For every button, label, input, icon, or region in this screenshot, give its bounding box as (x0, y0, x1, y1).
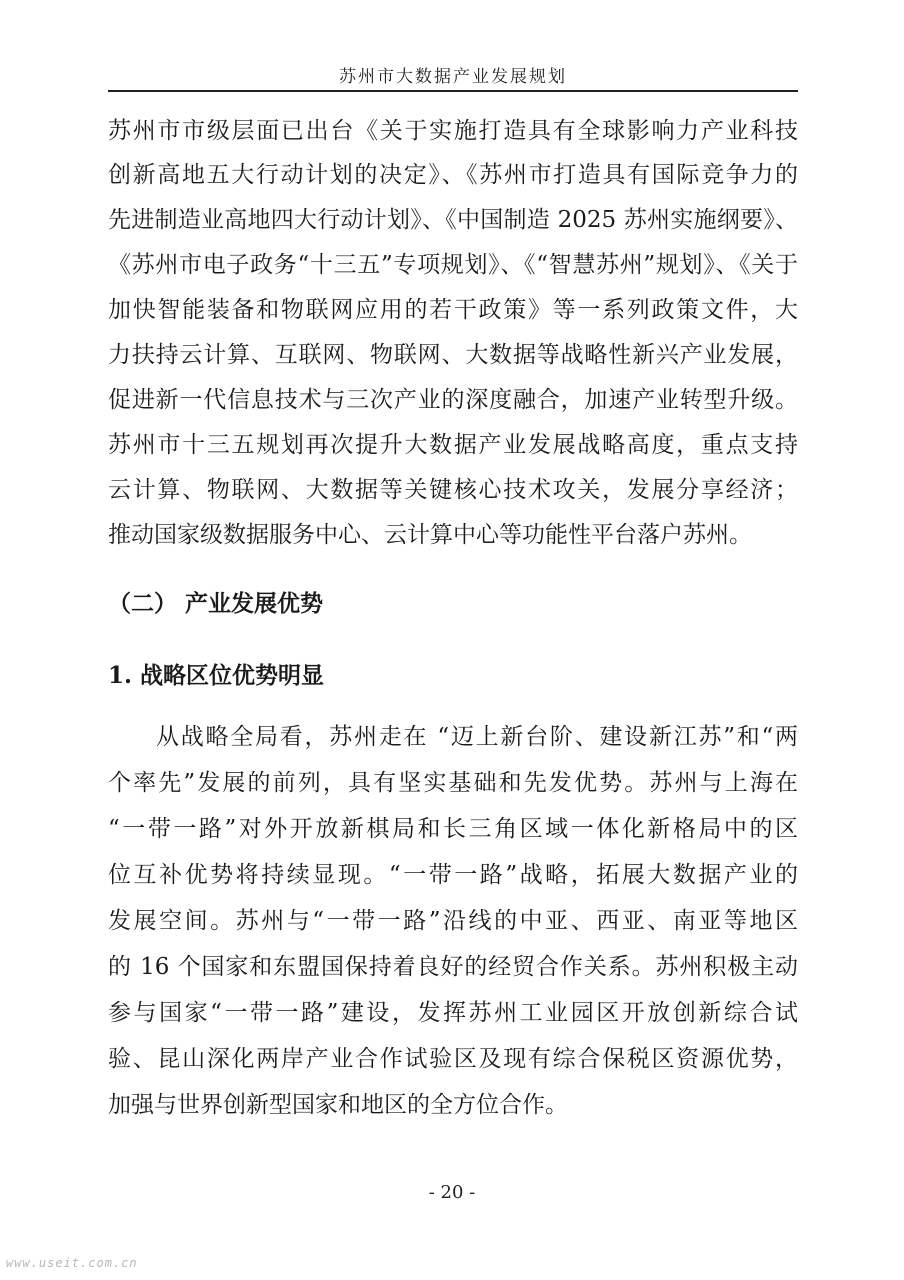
text-line: 力扶持云计算、互联网、物联网、大数据等战略性新兴产业发展， (108, 342, 798, 368)
text-line: 个率先”发展的前列，具有坚实基础和先发优势。苏州与上海在 (108, 770, 798, 796)
text-line: “一带一路”对外开放新棋局和长三角区域一体化新格局中的区 (108, 816, 798, 842)
text-line: 位互补优势将持续显现。“一带一路”战略，拓展大数据产业的 (108, 862, 798, 888)
text-line: 促进新一代信息技术与三次产业的深度融合，加速产业转型升级。 (108, 387, 798, 413)
text-line: 发展空间。苏州与“一带一路”沿线的中亚、西亚、南亚等地区 (108, 908, 798, 934)
text-line: 先进制造业高地四大行动计划》、《中国制造 2025 苏州实施纲要》、 (108, 207, 798, 233)
text-line: 验、昆山深化两岸产业合作试验区及现有综合保税区资源优势， (108, 1046, 798, 1072)
text-line: 加强与世界创新型国家和地区的全方位合作。 (108, 1092, 568, 1118)
text-line: 推动国家级数据服务中心、云计算中心等功能性平台落户苏州。 (108, 522, 752, 548)
text-line: 参与国家“一带一路”建设，发挥苏州工业园区开放创新综合试 (108, 1000, 798, 1026)
text-line: 云计算、物联网、大数据等关键核心技术攻关，发展分享经济； (108, 477, 798, 503)
watermark: www.useit.com.cn (6, 1256, 138, 1270)
text-line: 苏州市市级层面已出台《关于实施打造具有全球影响力产业科技 (108, 118, 798, 144)
page-header-title: 苏州市大数据产业发展规划 (339, 67, 567, 87)
subsection-heading: 1. 战略区位优势明显 (108, 662, 325, 689)
text-line: 加快智能装备和物联网应用的若干政策》等一系列政策文件，大 (108, 297, 798, 323)
text-line: 《苏州市电子政务“十三五”专项规划》、《“智慧苏州”规划》、《关于 (108, 252, 798, 278)
text-line: 从战略全局看，苏州走在 “迈上新台阶、建设新江苏”和“两 (156, 724, 798, 750)
header-divider (108, 90, 798, 92)
page-number: - 20 - (428, 1182, 476, 1203)
text-line: 苏州市十三五规划再次提升大数据产业发展战略高度，重点支持 (108, 432, 798, 458)
text-line: 的 16 个国家和东盟国保持着良好的经贸合作关系。苏州积极主动 (108, 954, 798, 980)
section-heading: （二） 产业发展优势 (108, 590, 324, 617)
text-line: 创新高地五大行动计划的决定》、《苏州市打造具有国际竞争力的 (108, 162, 798, 188)
